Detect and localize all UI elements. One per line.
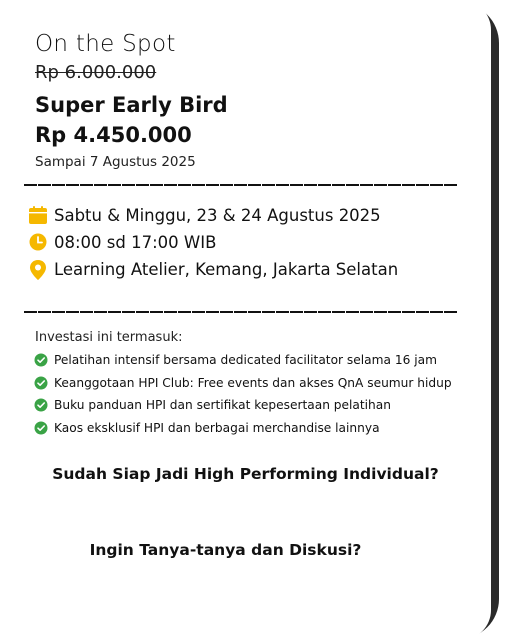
list-item xyxy=(34,349,452,372)
event-time-row xyxy=(28,232,216,252)
list-item xyxy=(34,372,452,395)
price-valid-until: Sampai 7 Agustus 2025 xyxy=(35,154,196,170)
list-item-label: Keanggotaan HPI Club: Free events dan akses QnA seumur hidup xyxy=(54,375,452,390)
check-circle-icon xyxy=(34,353,48,367)
event-location: Learning Atelier, Kemang, Jakarta Selatan xyxy=(54,259,399,279)
check-circle-icon xyxy=(34,421,48,435)
clock-icon xyxy=(28,232,48,252)
divider xyxy=(24,184,458,186)
price-section-title: On the Spot xyxy=(35,31,176,57)
price-tier-label: Super Early Bird xyxy=(35,93,228,117)
list-item xyxy=(34,394,452,417)
old-price: Rp 6.000.000 xyxy=(35,62,157,83)
check-circle-icon xyxy=(34,376,48,390)
event-date: Sabtu & Minggu, 23 & 24 Agustus 2025 xyxy=(54,205,381,225)
divider xyxy=(24,311,458,313)
list-item xyxy=(34,417,452,440)
event-time: 08:00 sd 17:00 WIB xyxy=(54,232,217,252)
calendar-icon xyxy=(28,205,48,225)
list-item-label: Kaos eksklusif HPI dan berbagai merchandise lainnya xyxy=(54,420,380,435)
includes-list xyxy=(34,349,452,439)
check-circle-icon xyxy=(34,398,48,412)
includes-heading: Investasi ini termasuk: xyxy=(35,330,183,345)
event-date-row xyxy=(28,205,381,225)
discuss-cta-link[interactable]: Ingin Tanya-tanya dan Diskusi? xyxy=(89,541,362,559)
current-price: Rp 4.450.000 xyxy=(35,123,192,147)
list-item-label: Pelatihan intensif bersama dedicated facilitator selama 16 jam xyxy=(54,353,437,368)
event-location-row xyxy=(28,259,398,279)
location-pin-icon xyxy=(28,259,48,279)
ready-cta-link[interactable]: Sudah Siap Jadi High Performing Individual? xyxy=(52,465,439,483)
list-item-label: Buku panduan HPI dan sertifikat kepesertaan pelatihan xyxy=(54,398,391,413)
